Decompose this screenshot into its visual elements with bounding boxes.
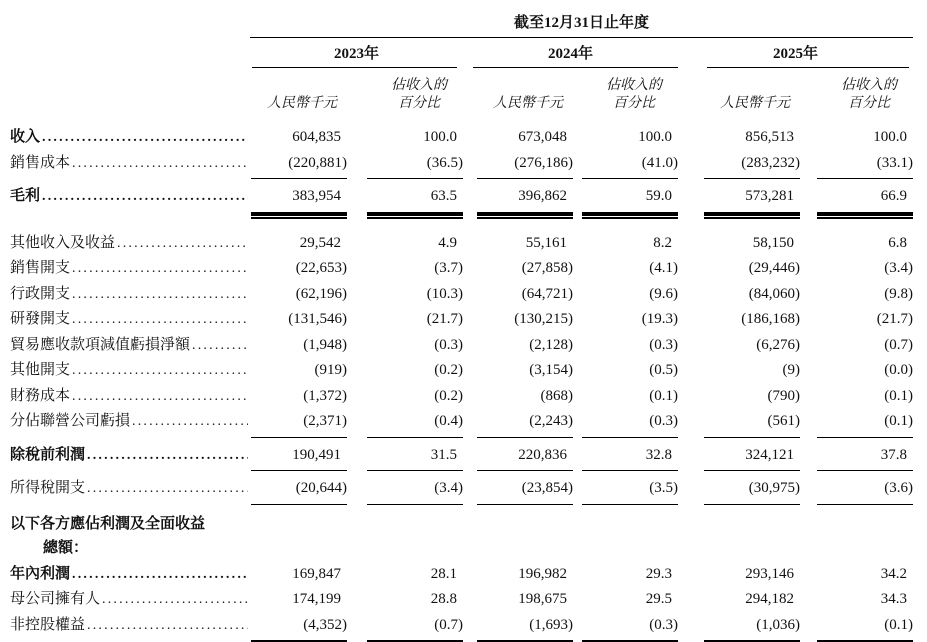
dot-leader (72, 256, 248, 282)
row-label: 年內利潤 ..... (10, 562, 250, 588)
cell-value: (84,060) (748, 285, 800, 302)
cell-value: 190,491 (250, 443, 347, 472)
cell-value: 28.8 (430, 591, 457, 607)
cell-value: (2,128) (529, 336, 573, 353)
cell-value: 220,836 (463, 443, 573, 472)
table-row (10, 125, 913, 151)
cell-value: (19.3) (641, 311, 678, 327)
cell-value: 28.1 (430, 565, 457, 582)
table-row (10, 151, 913, 180)
cell-value: (3.7) (434, 260, 463, 276)
row-label: 其他收入及收益 ..... (10, 231, 250, 257)
cell-value: (868) (540, 387, 573, 404)
cell-value: 55,161 (525, 234, 567, 251)
cell-value: (276,186) (463, 151, 573, 180)
col-header-amount-2023: 人民幣千元 (267, 96, 337, 111)
cell-value: (36.5) (347, 151, 463, 180)
cell-value: (1,948) (303, 336, 347, 353)
cell-value: (20,644) (250, 476, 347, 505)
cell-value: 29.3 (645, 565, 672, 582)
year-group-2025 (678, 38, 913, 68)
cell-value: (0.5) (649, 362, 678, 378)
row-label: 除稅前利潤 ..... (10, 443, 250, 469)
year-header-row (250, 38, 913, 68)
table-row (10, 307, 913, 333)
cell-value: (0.3) (573, 409, 678, 438)
year-underline (252, 67, 457, 68)
row-label: 分佔聯營公司虧損 ..... (10, 409, 250, 435)
dot-leader (117, 231, 248, 257)
col-header-pct-2024: 佔收入的 百分比 (606, 78, 662, 111)
dot-leader (42, 125, 248, 151)
cell-value: 58,150 (752, 234, 794, 251)
table-row (10, 256, 913, 282)
cell-value: (64,721) (521, 285, 573, 302)
cell-value: 32.8 (573, 443, 678, 472)
cell-value: 324,121 (678, 443, 800, 472)
cell-value: 293,146 (745, 565, 794, 582)
year-group-2023 (250, 38, 463, 68)
table-row (10, 282, 913, 308)
table-body (10, 125, 913, 642)
cell-value: (790) (767, 387, 800, 404)
year-underline (707, 67, 909, 68)
cell-value: (0.7) (347, 613, 463, 642)
table-row (10, 358, 913, 384)
cell-value: (131,546) (288, 311, 347, 327)
cell-value: 673,048 (518, 129, 567, 145)
cell-value: 34.2 (880, 565, 907, 582)
cell-value: 396,862 (463, 184, 573, 216)
cell-value: (0.1) (800, 613, 913, 642)
table-row (10, 476, 913, 505)
cell-value: (0.3) (573, 613, 678, 642)
row-label: 其他開支 ..... (10, 358, 250, 384)
table-row (10, 409, 913, 438)
dot-leader (87, 613, 248, 639)
table-row (10, 443, 913, 472)
cell-value: 100.0 (638, 129, 672, 145)
col-header-amount-2025: 人民幣千元 (720, 96, 790, 111)
cell-value: (62,196) (295, 285, 347, 302)
dot-leader (72, 358, 248, 384)
cell-value: (130,215) (514, 311, 573, 327)
cell-value: (2,243) (463, 409, 573, 438)
year-header-2023: 2023年 (333, 46, 379, 62)
cell-value: (0.4) (347, 409, 463, 438)
row-label: 研發開支 ..... (10, 307, 250, 333)
col-header-pct-2025: 佔收入的 百分比 (841, 78, 897, 111)
row-label: 銷售成本 ..... (10, 151, 250, 177)
dot-leader (72, 151, 248, 177)
cell-value: 604,835 (292, 129, 341, 145)
table-row (10, 231, 913, 257)
col-header-amount-2024: 人民幣千元 (493, 96, 563, 111)
cell-value: (27,858) (521, 260, 573, 276)
cell-value: (6,276) (756, 336, 800, 353)
cell-value: (21.7) (876, 311, 913, 327)
dot-leader (87, 443, 248, 469)
cell-value: 196,982 (518, 565, 567, 582)
cell-value: 8.2 (653, 234, 672, 251)
cell-value: 31.5 (347, 443, 463, 472)
cell-value: (22,653) (295, 260, 347, 276)
cell-value: (9.6) (649, 285, 678, 302)
cell-value: 59.0 (573, 184, 678, 216)
row-label: 所得稅開支 ..... (10, 476, 250, 502)
cell-value: 383,954 (250, 184, 347, 216)
row-label: 收入 ..... (10, 125, 250, 151)
cell-value: 29.5 (645, 591, 672, 607)
dot-leader (132, 409, 248, 435)
dot-leader (72, 282, 248, 308)
row-label: 母公司擁有人 ..... (10, 587, 250, 613)
cell-value: (0.0) (884, 362, 913, 378)
cell-value: (561) (678, 409, 800, 438)
cell-value: 4.9 (438, 234, 457, 251)
dot-leader (192, 333, 248, 359)
col-header-pct-2023: 佔收入的 百分比 (391, 78, 447, 111)
column-header-row (250, 68, 913, 113)
row-label: 財務成本 ..... (10, 384, 250, 410)
cell-value: 169,847 (292, 565, 341, 582)
cell-value: (919) (314, 362, 347, 378)
cell-value: (220,881) (250, 151, 347, 180)
row-label: 毛利 ..... (10, 184, 250, 210)
cell-value: (21.7) (426, 311, 463, 327)
dot-leader (42, 184, 248, 210)
year-header-2024: 2024年 (547, 46, 593, 62)
cell-value: 198,675 (518, 591, 567, 607)
cell-value: (0.3) (434, 336, 463, 353)
year-header-2025: 2025年 (772, 46, 818, 62)
cell-value: 174,199 (292, 591, 341, 607)
cell-value: 66.9 (800, 184, 913, 216)
dot-leader (72, 307, 248, 333)
cell-value: (0.1) (800, 409, 913, 438)
year-group-2024 (463, 38, 678, 68)
row-label: 以下各方應佔利潤及全面收益 總額： (10, 515, 206, 556)
cell-value: (9) (782, 362, 800, 378)
cell-value: 856,513 (745, 129, 794, 145)
cell-value: (0.1) (649, 387, 678, 404)
cell-value: (4.1) (649, 260, 678, 276)
cell-value: (23,854) (463, 476, 573, 505)
cell-value: (0.3) (649, 336, 678, 353)
table-row (10, 333, 913, 359)
row-label: 非控股權益 ..... (10, 613, 250, 639)
table-row (10, 384, 913, 410)
cell-value: (1,372) (303, 387, 347, 404)
cell-value: 63.5 (347, 184, 463, 216)
cell-value: 37.8 (800, 443, 913, 472)
cell-value: (3.4) (884, 260, 913, 276)
cell-value: 100.0 (423, 129, 457, 145)
year-underline (473, 67, 678, 68)
cell-value: (9.8) (884, 285, 913, 302)
dot-leader (72, 384, 248, 410)
cell-value: 573,281 (678, 184, 800, 216)
cell-value: (1,036) (678, 613, 800, 642)
table-row (10, 510, 913, 562)
table-row (10, 613, 913, 642)
cell-value: (3.6) (800, 476, 913, 505)
cell-value: (30,975) (678, 476, 800, 505)
cell-value: (3.5) (573, 476, 678, 505)
cell-value: 29,542 (299, 234, 341, 251)
cell-value: (2,371) (250, 409, 347, 438)
cell-value: (3.4) (347, 476, 463, 505)
cell-value: (0.2) (434, 387, 463, 404)
cell-value: (283,232) (678, 151, 800, 180)
cell-value: (4,352) (250, 613, 347, 642)
cell-value: (1,693) (463, 613, 573, 642)
cell-value: 100.0 (873, 129, 907, 145)
dot-leader (72, 562, 248, 588)
cell-value: 6.8 (888, 234, 907, 251)
row-label: 行政開支 ..... (10, 282, 250, 308)
cell-value: (0.7) (884, 336, 913, 353)
dot-leader (87, 476, 248, 502)
cell-value: (186,168) (741, 311, 800, 327)
dot-leader (102, 587, 248, 613)
row-label: 貿易應收款項減值虧損淨額 ..... (10, 333, 250, 359)
cell-value: (33.1) (800, 151, 913, 180)
cell-value: (0.1) (884, 387, 913, 404)
row-label: 銷售開支 ..... (10, 256, 250, 282)
cell-value: (0.2) (434, 362, 463, 378)
cell-value: (3,154) (529, 362, 573, 378)
table-row (10, 562, 913, 588)
cell-value: (10.3) (426, 285, 463, 302)
cell-value: (29,446) (748, 260, 800, 276)
cell-value: 34.3 (880, 591, 907, 607)
table-period-title: 截至12月31日止年度 (250, 10, 913, 38)
table-row (10, 184, 913, 216)
cell-value: (41.0) (573, 151, 678, 180)
cell-value: 294,182 (745, 591, 794, 607)
table-row (10, 587, 913, 613)
